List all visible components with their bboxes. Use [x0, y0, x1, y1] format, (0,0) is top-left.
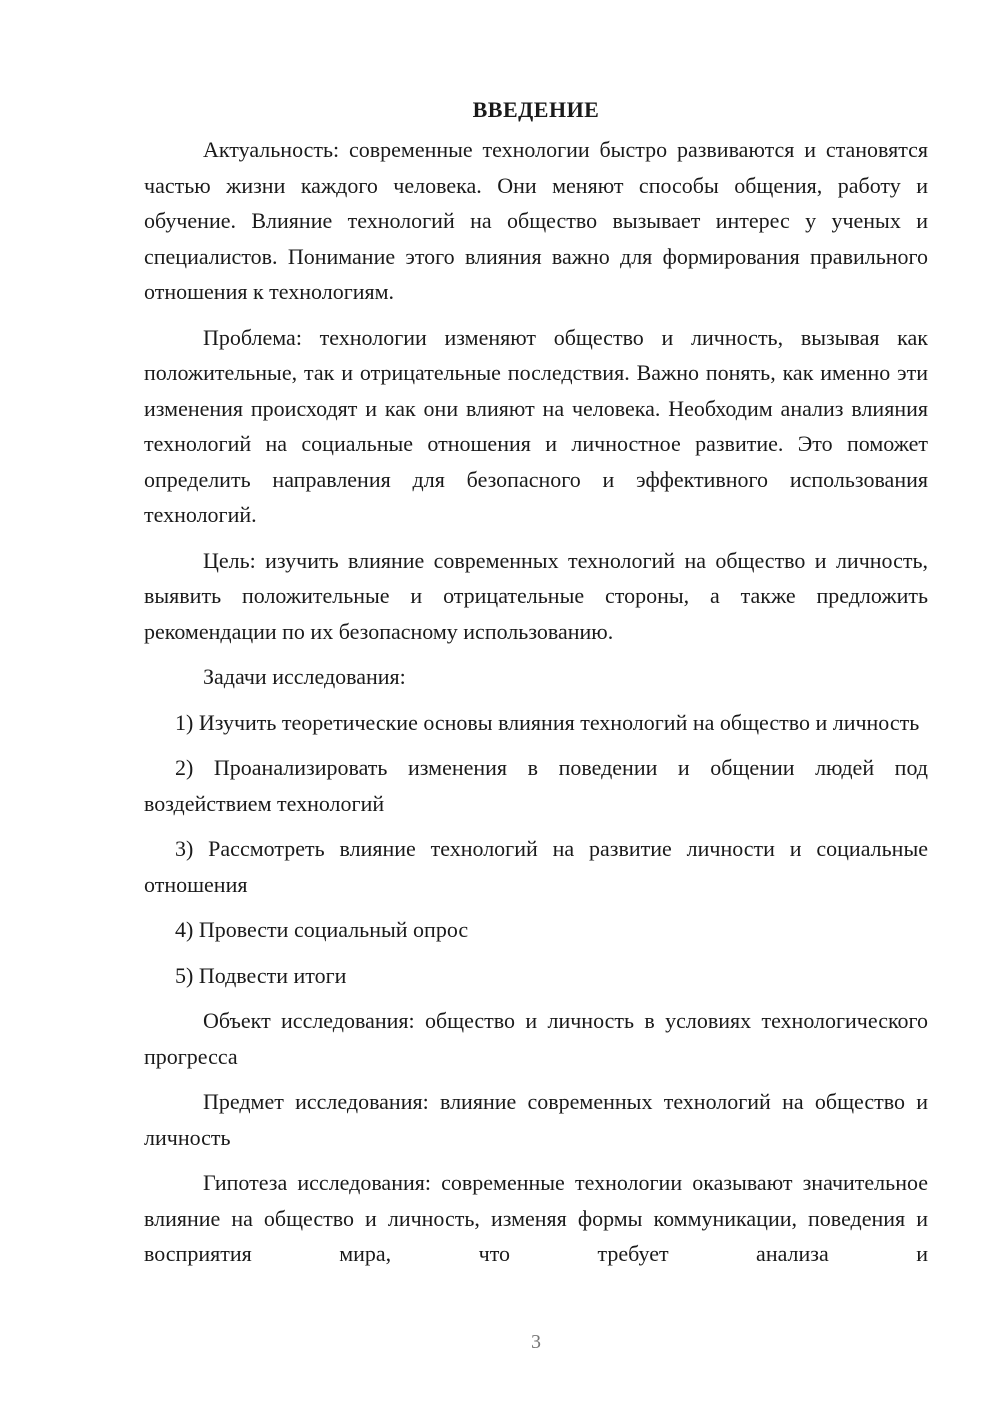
task-item-5: 5) Подвести итоги — [175, 962, 347, 988]
task-item-2: 2) Проанализировать изменения в поведении и общении людей под воздействием технологий — [144, 755, 928, 816]
paragraph-subject: Предмет исследования: влияние современных технологий на общество и личность — [144, 1089, 928, 1150]
document-page — [144, 92, 928, 1282]
section-title: ВВЕДЕНИЕ — [472, 97, 600, 122]
page-number: 3 — [531, 1331, 541, 1353]
tasks-heading: Задачи исследования: — [203, 664, 406, 689]
task-item-3: 3) Рассмотреть влияние технологий на развитие личности и социальные отношения — [144, 836, 928, 897]
paragraph-hypothesis: Гипотеза исследования: современные технологии оказывают значительное влияние на общество и личность, изменяя формы коммуникации, поведения и восприятия мира, что требует анализа и — [144, 1170, 928, 1266]
paragraph-object: Объект исследования: общество и личность в условиях технологического прогресса — [144, 1008, 928, 1069]
paragraph-relevance: Актуальность: современные технологии быстро развиваются и становятся частью жизни каждого человека. Они меняют способы общения, работу и обучение. Влияние технологий на общество вызывает интерес у ученых и специалистов. Понимание этого влияния важно для формирования правильного отношения к технологиям. — [144, 137, 928, 304]
task-item-4: 4) Провести социальный опрос — [175, 917, 469, 942]
paragraph-goal: Цель: изучить влияние современных технологий на общество и личность, выявить положительные и отрицательные стороны, а также предложить рекомендации по их безопасному использованию. — [144, 547, 928, 644]
paragraph-problem: Проблема: технологии изменяют общество и личность, вызывая как положительные, так и отрицательные последствия. Важно понять, как именно эти изменения происходят и как они влияют на человека. Необходим анализ влияния технологий на социальные отношения и личностное развитие. Это поможет определить направления для безопасного и эффективного использования технологий. — [144, 324, 928, 527]
task-item-1: 1) Изучить теоретические основы влияния технологий на общество и личность — [175, 709, 920, 735]
